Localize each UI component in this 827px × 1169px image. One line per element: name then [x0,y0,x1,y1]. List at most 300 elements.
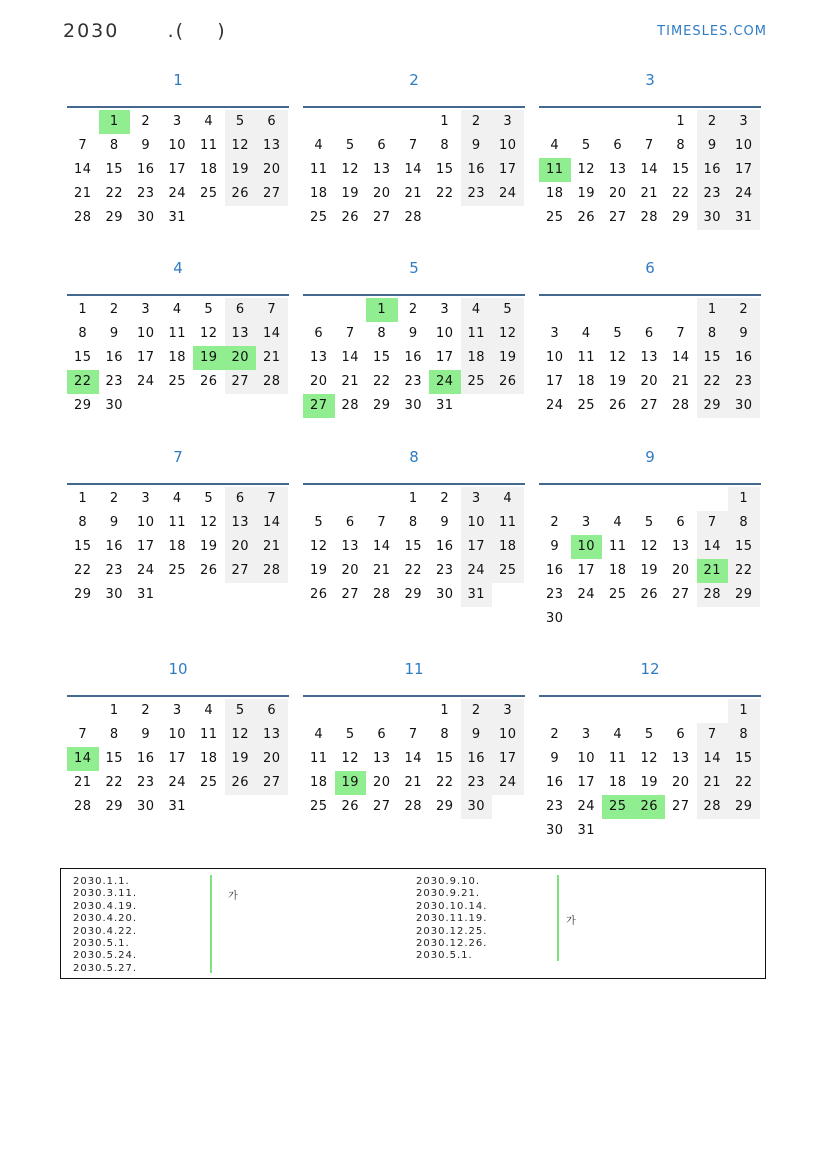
day-cell: 26 [225,182,257,206]
day-cell: 18 [608,563,627,578]
day-cell: 16 [404,350,423,365]
day-cell: 15 [728,747,760,771]
month-day-grid [67,298,289,418]
day-cell: 25 [199,775,218,790]
day-cell: 23 [136,775,155,790]
day-cell: 11 [608,539,627,554]
day-cell: 23 [461,771,493,795]
empty-day-cell [225,795,257,819]
day-cell: 12 [309,539,328,554]
holiday-day-cell: 26 [634,795,666,819]
empty-day-cell [225,394,257,418]
empty-day-cell [571,110,603,134]
day-cell: 7 [676,326,686,341]
day-cell: 11 [492,511,524,535]
month-block [67,445,289,607]
month-day-grid [539,699,761,843]
day-cell: 3 [728,110,760,134]
day-cell: 13 [671,539,690,554]
empty-day-cell [256,583,288,607]
day-cell: 21 [671,374,690,389]
day-cell: 17 [492,747,524,771]
holiday-day-cell: 21 [697,559,729,583]
day-cell: 20 [256,747,288,771]
day-cell: 24 [136,563,155,578]
day-cell: 28 [697,795,729,819]
empty-day-cell [602,699,634,723]
day-cell: 13 [372,162,391,177]
day-cell: 3 [172,703,182,718]
day-cell: 30 [461,795,493,819]
month-block [303,68,525,230]
day-cell: 9 [408,326,418,341]
empty-day-cell [193,394,225,418]
day-cell: 17 [136,539,155,554]
day-cell: 15 [404,539,423,554]
day-cell: 7 [78,138,88,153]
day-cell: 29 [671,210,690,225]
empty-day-cell [461,394,493,418]
day-cell: 12 [199,515,218,530]
day-cell: 6 [345,515,355,530]
day-cell: 11 [309,751,328,766]
day-cell: 20 [372,775,391,790]
day-cell: 5 [613,326,623,341]
legend-left-divider [210,875,212,973]
empty-day-cell [602,487,634,511]
month-day-grid [303,298,525,418]
empty-day-cell [461,206,493,230]
day-cell: 31 [461,583,493,607]
day-cell: 7 [697,723,729,747]
day-cell: 26 [577,210,596,225]
day-cell: 21 [73,186,92,201]
day-cell: 10 [461,511,493,535]
day-cell: 2 [728,298,760,322]
day-cell: 27 [341,587,360,602]
day-cell: 26 [225,771,257,795]
day-cell: 13 [608,162,627,177]
day-cell: 24 [577,799,596,814]
day-cell: 21 [404,775,423,790]
day-cell: 3 [581,727,591,742]
day-cell: 17 [461,535,493,559]
day-cell: 27 [256,771,288,795]
day-cell: 17 [545,374,564,389]
day-cell: 17 [492,158,524,182]
day-cell: 7 [408,727,418,742]
day-cell: 19 [608,374,627,389]
day-cell: 12 [199,326,218,341]
empty-day-cell [492,206,524,230]
day-cell: 29 [404,587,423,602]
day-cell: 13 [256,134,288,158]
day-cell: 26 [640,587,659,602]
day-cell: 6 [256,110,288,134]
empty-day-cell [634,819,666,843]
day-cell: 6 [225,298,257,322]
day-cell: 15 [435,751,454,766]
empty-day-cell [571,607,603,631]
day-cell: 21 [640,186,659,201]
empty-day-cell [634,110,666,134]
month-block [539,445,761,631]
day-cell: 26 [341,210,360,225]
empty-day-cell [256,795,288,819]
empty-day-cell [256,206,288,230]
day-cell: 5 [644,727,654,742]
day-cell: 21 [404,186,423,201]
month-block [67,256,289,418]
day-cell: 17 [435,350,454,365]
empty-day-cell [429,206,461,230]
day-cell: 24 [577,587,596,602]
day-cell: 3 [141,491,151,506]
day-cell: 18 [168,539,187,554]
empty-day-cell [303,110,335,134]
empty-day-cell [398,110,430,134]
day-cell: 10 [545,350,564,365]
holiday-day-cell: 25 [602,795,634,819]
day-cell: 30 [136,210,155,225]
day-cell: 27 [372,210,391,225]
day-cell: 23 [404,374,423,389]
day-cell: 1 [109,703,119,718]
day-cell: 13 [225,322,257,346]
holiday-legend-box [60,868,766,979]
day-cell: 22 [435,775,454,790]
day-cell: 30 [697,206,729,230]
day-cell: 9 [461,134,493,158]
day-cell: 13 [671,751,690,766]
legend-date: 2030.4.22. [73,925,138,937]
empty-day-cell [193,583,225,607]
day-cell: 28 [73,799,92,814]
month-title: 4 [67,256,289,296]
month-title: 3 [539,68,761,108]
legend-date: 2030.5.1. [416,950,473,962]
holiday-day-cell: 20 [225,346,257,370]
day-cell: 4 [204,114,214,129]
legend-date: 2030.5.1. [73,938,130,950]
day-cell: 2 [461,110,493,134]
legend-date: 2030.5.27. [73,962,138,974]
day-cell: 1 [408,491,418,506]
day-cell: 31 [168,799,187,814]
day-cell: 21 [73,775,92,790]
day-cell: 30 [105,587,124,602]
day-cell: 13 [341,539,360,554]
day-cell: 6 [676,727,686,742]
day-cell: 24 [168,775,187,790]
day-cell: 31 [136,587,155,602]
day-cell: 30 [728,394,760,418]
day-cell: 17 [577,563,596,578]
day-cell: 14 [404,162,423,177]
day-cell: 11 [461,322,493,346]
day-cell: 22 [372,374,391,389]
empty-day-cell [162,583,194,607]
day-cell: 8 [728,723,760,747]
day-cell: 18 [168,350,187,365]
day-cell: 6 [225,487,257,511]
day-cell: 24 [492,771,524,795]
day-cell: 29 [697,394,729,418]
day-cell: 25 [577,398,596,413]
day-cell: 12 [225,134,257,158]
day-cell: 21 [256,346,288,370]
day-cell: 17 [168,162,187,177]
day-cell: 27 [671,587,690,602]
empty-day-cell [697,607,729,631]
month-day-grid [539,298,761,418]
day-cell: 5 [345,727,355,742]
day-cell: 22 [435,186,454,201]
day-cell: 4 [314,138,324,153]
day-cell: 29 [728,795,760,819]
month-block [303,657,525,819]
holiday-day-cell: 11 [539,158,571,182]
day-cell: 22 [671,186,690,201]
month-block [303,256,525,418]
day-cell: 6 [377,727,387,742]
empty-day-cell [366,487,398,511]
holiday-day-cell: 19 [193,346,225,370]
empty-day-cell [634,607,666,631]
day-cell: 5 [492,298,524,322]
day-cell: 6 [613,138,623,153]
empty-day-cell [335,110,367,134]
day-cell: 28 [404,210,423,225]
day-cell: 30 [545,823,564,838]
day-cell: 19 [309,563,328,578]
day-cell: 10 [168,138,187,153]
day-cell: 29 [105,799,124,814]
day-cell: 23 [461,182,493,206]
day-cell: 6 [377,138,387,153]
day-cell: 8 [408,515,418,530]
day-cell: 18 [461,346,493,370]
day-cell: 6 [314,326,324,341]
day-cell: 18 [199,162,218,177]
day-cell: 11 [309,162,328,177]
day-cell: 28 [341,398,360,413]
empty-day-cell [697,699,729,723]
empty-day-cell [602,819,634,843]
holiday-day-cell: 1 [99,110,131,134]
empty-day-cell [335,487,367,511]
day-cell: 19 [640,775,659,790]
day-cell: 6 [256,699,288,723]
day-cell: 9 [550,751,560,766]
day-cell: 26 [492,370,524,394]
day-cell: 29 [105,210,124,225]
empty-day-cell [492,583,524,607]
day-cell: 2 [141,114,151,129]
day-cell: 8 [78,326,88,341]
page-title: 2030 .( ) [63,20,227,42]
day-cell: 21 [341,374,360,389]
day-cell: 15 [73,350,92,365]
day-cell: 20 [608,186,627,201]
day-cell: 1 [697,298,729,322]
holiday-day-cell: 10 [571,535,603,559]
day-cell: 16 [697,158,729,182]
day-cell: 1 [676,114,686,129]
day-cell: 28 [256,559,288,583]
day-cell: 4 [581,326,591,341]
day-cell: 27 [671,799,690,814]
day-cell: 16 [461,158,493,182]
day-cell: 15 [73,539,92,554]
legend-date: 2030.3.11. [73,888,138,900]
month-day-grid [67,487,289,607]
legend-right-dates [416,876,487,963]
day-cell: 5 [345,138,355,153]
day-cell: 9 [461,723,493,747]
legend-date: 2030.4.19. [73,900,138,912]
day-cell: 5 [204,302,214,317]
day-cell: 14 [697,535,729,559]
day-cell: 2 [550,727,560,742]
day-cell: 3 [581,515,591,530]
day-cell: 16 [435,539,454,554]
day-cell: 8 [377,326,387,341]
day-cell: 8 [440,727,450,742]
day-cell: 31 [728,206,760,230]
holiday-day-cell: 14 [67,747,99,771]
empty-day-cell [539,487,571,511]
day-cell: 19 [640,563,659,578]
day-cell: 11 [199,727,218,742]
day-cell: 1 [728,699,760,723]
empty-day-cell [665,699,697,723]
day-cell: 27 [225,370,257,394]
day-cell: 18 [199,751,218,766]
day-cell: 12 [640,539,659,554]
day-cell: 11 [199,138,218,153]
day-cell: 20 [671,563,690,578]
day-cell: 13 [256,723,288,747]
legend-date: 2030.11.19. [416,913,488,925]
day-cell: 29 [73,587,92,602]
day-cell: 24 [728,182,760,206]
brand-logo-text[interactable]: TIMESLES.COM [657,24,767,39]
day-cell: 19 [199,539,218,554]
day-cell: 23 [105,563,124,578]
day-cell: 2 [461,699,493,723]
empty-day-cell [225,583,257,607]
day-cell: 30 [105,398,124,413]
day-cell: 11 [168,515,187,530]
day-cell: 10 [136,326,155,341]
day-cell: 26 [309,587,328,602]
day-cell: 10 [136,515,155,530]
day-cell: 28 [372,587,391,602]
day-cell: 18 [309,775,328,790]
day-cell: 25 [309,210,328,225]
day-cell: 9 [697,134,729,158]
day-cell: 16 [105,539,124,554]
day-cell: 12 [640,751,659,766]
day-cell: 7 [256,298,288,322]
day-cell: 25 [168,374,187,389]
day-cell: 27 [372,799,391,814]
day-cell: 18 [545,186,564,201]
day-cell: 17 [577,775,596,790]
day-cell: 2 [408,302,418,317]
day-cell: 9 [141,138,151,153]
empty-day-cell [193,206,225,230]
day-cell: 24 [461,559,493,583]
day-cell: 10 [492,723,524,747]
legend-date: 2030.4.20. [73,913,138,925]
day-cell: 3 [172,114,182,129]
day-cell: 9 [141,727,151,742]
empty-day-cell [728,607,760,631]
month-title: 1 [67,68,289,108]
day-cell: 2 [697,110,729,134]
legend-date: 2030.9.10. [416,876,481,887]
day-cell: 7 [408,138,418,153]
day-cell: 30 [435,587,454,602]
day-cell: 9 [550,539,560,554]
month-title: 9 [539,445,761,485]
day-cell: 1 [440,114,450,129]
empty-day-cell [335,699,367,723]
empty-day-cell [366,110,398,134]
day-cell: 8 [78,515,88,530]
day-cell: 7 [644,138,654,153]
day-cell: 15 [435,162,454,177]
day-cell: 9 [109,515,119,530]
day-cell: 14 [341,350,360,365]
day-cell: 19 [492,346,524,370]
day-cell: 11 [608,751,627,766]
day-cell: 23 [697,182,729,206]
day-cell: 27 [640,398,659,413]
day-cell: 31 [435,398,454,413]
day-cell: 27 [608,210,627,225]
day-cell: 1 [728,487,760,511]
day-cell: 14 [256,322,288,346]
day-cell: 16 [461,747,493,771]
day-cell: 29 [372,398,391,413]
day-cell: 22 [728,771,760,795]
day-cell: 29 [728,583,760,607]
empty-day-cell [571,699,603,723]
legend-date: 2030.9.21. [416,888,481,900]
day-cell: 28 [256,370,288,394]
day-cell: 30 [404,398,423,413]
empty-day-cell [571,487,603,511]
day-cell: 15 [728,535,760,559]
day-cell: 27 [225,559,257,583]
day-cell: 2 [141,703,151,718]
day-cell: 4 [613,515,623,530]
day-cell: 2 [440,491,450,506]
day-cell: 13 [225,511,257,535]
empty-day-cell [571,298,603,322]
day-cell: 3 [461,487,493,511]
day-cell: 12 [341,751,360,766]
day-cell: 19 [225,158,257,182]
day-cell: 17 [136,350,155,365]
day-cell: 28 [73,210,92,225]
day-cell: 3 [141,302,151,317]
day-cell: 21 [256,535,288,559]
day-cell: 14 [671,350,690,365]
